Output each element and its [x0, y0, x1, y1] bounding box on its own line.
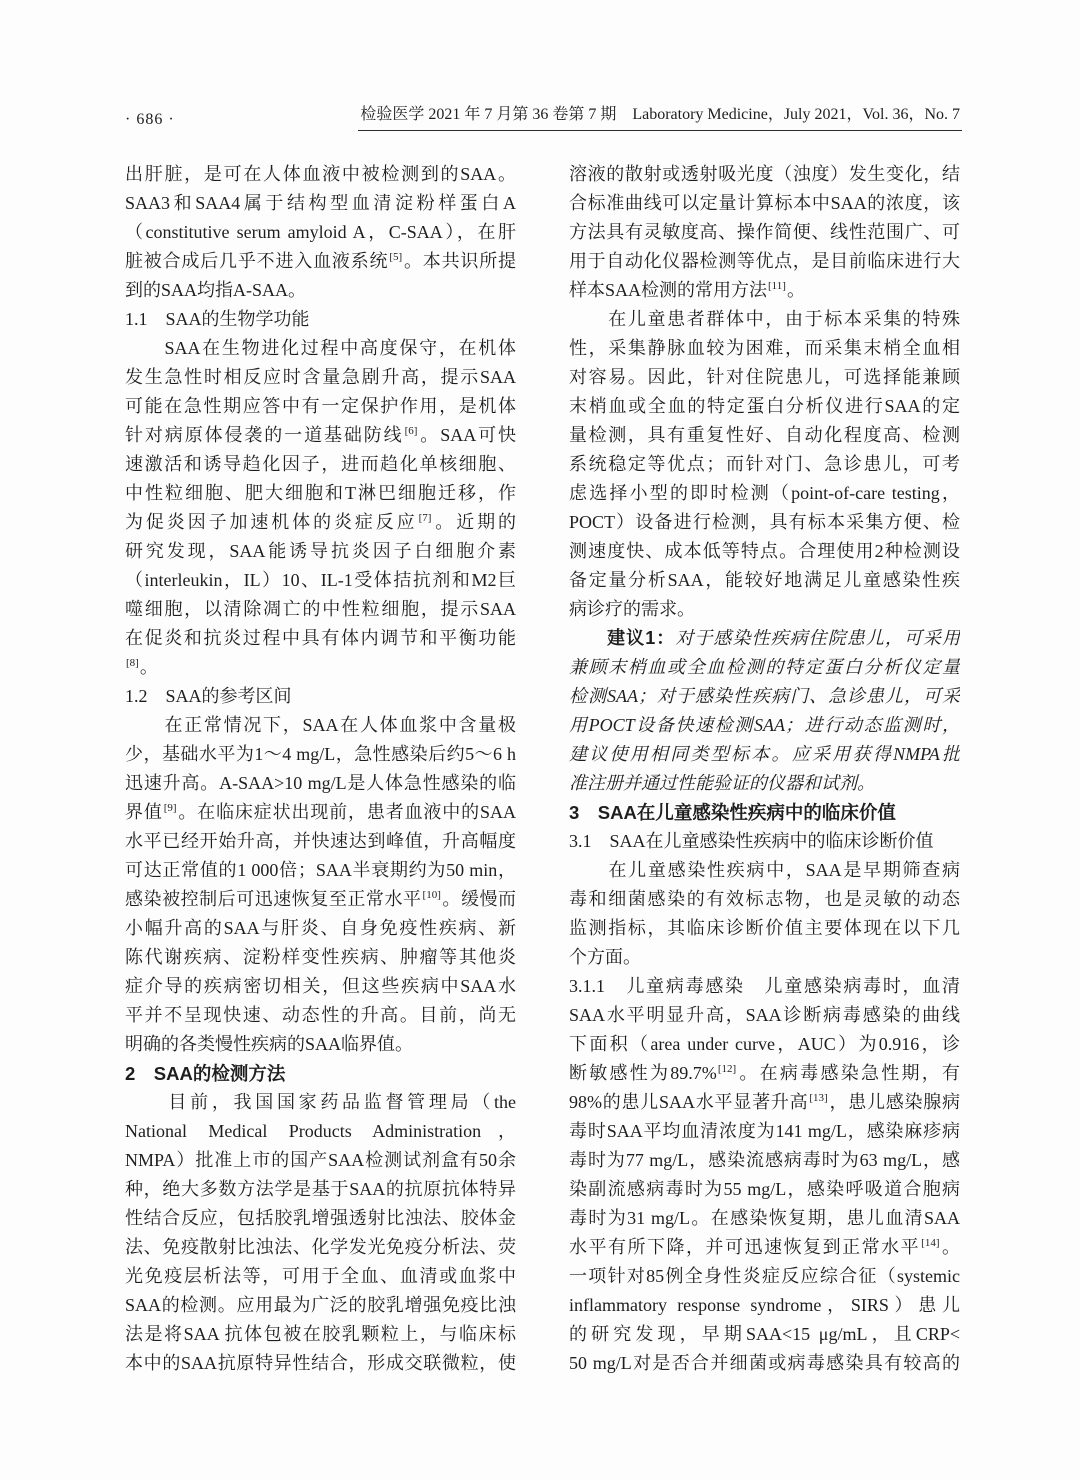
- text-line: 末梢血或全血的特定蛋白分析仪进行SAA的定: [569, 396, 960, 416]
- text-line: 方法具有灵敏度高、操作简便、线性范围广、可: [569, 222, 960, 242]
- text-segment: 3 SAA在儿童感染性疾病中的临床价值: [569, 802, 896, 823]
- text-line: [569, 1059, 960, 1088]
- text-segment: 建议1：: [607, 628, 676, 648]
- text-line: 监测指标，其临床诊断价值主要体现在以下几: [569, 918, 960, 938]
- reference-superscript: [5]: [389, 251, 403, 263]
- text-line: （constitutive serum amyloid A，C-SAA），在肝: [125, 222, 516, 242]
- text-segment: 样本SAA检测的常用方法: [569, 280, 768, 300]
- text-line: [125, 305, 516, 334]
- text-line: POCT）设备进行检测，具有标本采集方便、检: [569, 512, 960, 532]
- text-line: 噬细胞，以清除凋亡的中性粒细胞，提示SAA: [125, 599, 516, 619]
- text-line: 溶液的散射或透射吸光度（浊度）发生变化，结: [569, 164, 960, 184]
- text-line: 发生急性时相反应时含量急剧升高，提示SAA: [125, 367, 516, 387]
- text-segment: 对于感染性疾病住院患儿，可采用: [675, 628, 960, 648]
- text-segment: 3.1 SAA在儿童感染性疾病中的临床诊断价值: [569, 831, 934, 851]
- text-line: 毒时为77 mg/L，感染流感病毒时为63 mg/L，感: [569, 1150, 960, 1170]
- text-line: NMPA）批准上市的国产SAA检测试剂盒有50余: [125, 1150, 516, 1170]
- text-line: 性结合反应，包括胶乳增强透射比浊法、胶体金: [125, 1208, 516, 1228]
- text-line: 本中的SAA抗原特异性结合，形成交联微粒，使: [125, 1353, 516, 1373]
- text-segment: 用POCT设备快速检测SAA；进行动态监测时，: [569, 715, 960, 735]
- text-line: 可达正常值的1 000倍；SAA半衰期约为50 min，: [125, 860, 516, 880]
- text-segment: 断敏感性为89.7%: [569, 1063, 717, 1083]
- text-segment: 感染被控制后可迅速恢复至正常水平: [125, 889, 422, 909]
- text-segment: 。SAA可快: [418, 425, 516, 445]
- text-segment: 为促炎因子加速机体的炎症反应: [125, 512, 418, 532]
- text-segment: 。在病毒感染急性期，有: [737, 1063, 960, 1083]
- text-segment: 兼顾末梢血或全血检测的特定蛋白分析仪定量: [569, 657, 960, 677]
- text-line: [569, 827, 960, 856]
- text-line: SAA水平明显升高，SAA诊断病毒感染的曲线: [569, 1005, 960, 1025]
- text-line: SAA的检测。应用最为广泛的胶乳增强免疫比浊: [125, 1295, 516, 1315]
- text-line: [569, 740, 960, 769]
- text-segment: 。: [786, 280, 805, 300]
- text-line: [569, 276, 960, 305]
- text-line: 毒时SAA平均血清浓度为141 mg/L，感染麻疹病: [569, 1121, 960, 1141]
- text-segment: 。: [940, 1237, 960, 1257]
- reference-superscript: [9]: [163, 802, 177, 814]
- text-line: 备定量分析SAA，能较好地满足儿童感染性疾: [569, 570, 960, 590]
- page-header: [125, 104, 962, 131]
- text-line: 研究发现，SAA能诱导抗炎因子白细胞介素: [125, 541, 516, 561]
- text-line: 速激活和诱导趋化因子，进而趋化单核细胞、: [125, 454, 516, 474]
- text-segment: ，患儿感染腺病: [828, 1092, 960, 1112]
- text-line: 迅速升高。A-SAA>10 mg/L是人体急性感染的临: [125, 773, 516, 793]
- text-line: SAA在生物进化过程中高度保守，在机体: [125, 338, 516, 358]
- text-line: SAA3和SAA4属于结构型血清淀粉样蛋白A: [125, 193, 516, 213]
- text-line: National Medical Products Administration，: [125, 1121, 516, 1141]
- text-line: 出肝脏，是可在人体血液中被检测到的SAA。: [125, 164, 516, 184]
- text-segment: 。在临床症状出现前，患者血液中的SAA: [177, 802, 516, 822]
- text-line: 小幅升高的SAA与肝炎、自身免疫性疾病、新: [125, 918, 516, 938]
- text-line: 毒和细菌感染的有效标志物，也是灵敏的动态: [569, 889, 960, 909]
- reference-superscript: [11]: [768, 280, 786, 292]
- text-line: 性，采集静脉血较为困难，而采集末梢全血相: [569, 338, 960, 358]
- text-line: [125, 885, 516, 914]
- text-segment: 病诊疗的需求。: [569, 599, 695, 619]
- text-segment: 建议使用相同类型标本。应采用获得NMPA批: [569, 744, 960, 764]
- text-line: 种，绝大多数方法学是基于SAA的抗原抗体特异: [125, 1179, 516, 1199]
- text-segment: 明确的各类慢性疾病的SAA临界值。: [125, 1034, 414, 1054]
- journal-title-line: 检验医学 2021 年 7 月第 36 卷第 7 期 Laboratory Medicine，July 2021，Vol. 36，No. 7: [358, 104, 962, 131]
- text-line: 少，基础水平为1～4 mg/L，急性感染后约5～6 h: [125, 744, 516, 764]
- text-line: 毒时为31 mg/L。在感染恢复期，患儿血清SAA: [569, 1208, 960, 1228]
- text-segment: 2 SAA的检测方法: [125, 1063, 286, 1084]
- article-body: [125, 160, 960, 1378]
- page-number: · 686 ·: [125, 111, 175, 128]
- reference-superscript: [13]: [809, 1092, 828, 1104]
- text-segment: 脏被合成后几乎不进入血液系统: [125, 251, 389, 271]
- text-line: 水平已经开始升高，并快速达到峰值，升高幅度: [125, 831, 516, 851]
- text-line: 一项针对85例全身性炎症反应综合征（systemic: [569, 1266, 960, 1286]
- text-line: 测速度快、成本低等特点。合理使用2种检测设: [569, 541, 960, 561]
- text-line: [125, 682, 516, 711]
- reference-superscript: [7]: [418, 512, 432, 524]
- reference-superscript: [8]: [126, 657, 139, 669]
- text-line: [125, 508, 516, 537]
- text-line: 在儿童患者群体中，由于标本采集的特殊: [569, 309, 960, 329]
- text-line: [125, 247, 516, 276]
- text-line: [569, 1088, 960, 1117]
- text-line: [569, 595, 960, 624]
- text-line: 陈代谢疾病、淀粉样变性疾病、肿瘤等其他炎: [125, 947, 516, 967]
- text-line: [569, 943, 960, 972]
- text-line: [125, 421, 516, 450]
- text-line: [569, 798, 960, 827]
- text-segment: 检测SAA；对于感染性疾病门、急诊患儿，可采: [569, 686, 960, 706]
- text-line: 可能在急性期应答中有一定保护作用，是机体: [125, 396, 516, 416]
- text-line: 50 mg/L对是否合并细菌或病毒感染具有较高的: [569, 1353, 960, 1373]
- text-segment: 。: [139, 657, 158, 677]
- reference-superscript: [14]: [921, 1237, 940, 1249]
- text-segment: 98%的患儿SAA水平显著升高: [569, 1092, 809, 1112]
- text-segment: 个方面。: [569, 947, 641, 967]
- text-segment: 到的SAA均指A-SAA。: [125, 280, 307, 300]
- column-right: [569, 160, 960, 1378]
- text-line: [125, 1059, 516, 1088]
- reference-superscript: [6]: [404, 425, 418, 437]
- text-line: （interleukin，IL）10、IL-1受体拮抗剂和M2巨: [125, 570, 516, 590]
- text-segment: 界值: [125, 802, 163, 822]
- text-line: 平并不呈现快速、动态性的升高。目前，尚无: [125, 1005, 516, 1025]
- text-line: [569, 1233, 960, 1262]
- text-segment: 针对病原体侵袭的一道基础防线: [125, 425, 404, 445]
- text-line: 量检测，具有重复性好、自动化程度高、检测: [569, 425, 960, 445]
- text-line: [569, 682, 960, 711]
- text-line: [125, 1030, 516, 1059]
- text-line: 在儿童感染性疾病中，SAA是早期筛查病: [569, 860, 960, 880]
- text-segment: 。缓慢而: [441, 889, 516, 909]
- text-line: 法是将SAA 抗体包被在胶乳颗粒上，与临床标: [125, 1324, 516, 1344]
- text-line: 目前，我国国家药品监督管理局（the: [125, 1092, 516, 1112]
- text-line: [569, 769, 960, 798]
- text-segment: 。近期的: [432, 512, 516, 532]
- text-line: 症介导的疾病密切相关，但这些疾病中SAA水: [125, 976, 516, 996]
- text-line: 在正常情况下，SAA在人体血浆中含量极: [125, 715, 516, 735]
- text-line: 的研究发现，早期SAA<15 μg/mL，且CRP<: [569, 1324, 960, 1344]
- text-line: 染副流感病毒时为55 mg/L，感染呼吸道合胞病: [569, 1179, 960, 1199]
- text-segment: 1.2 SAA的参考区间: [125, 686, 292, 706]
- text-line: 虑选择小型的即时检测（point-of-care testing，: [569, 483, 960, 503]
- text-line: [125, 276, 516, 305]
- text-line: 法、免疫散射比浊法、化学发光免疫分析法、荧: [125, 1237, 516, 1257]
- text-line: inflammatory response syndrome，SIRS）患儿: [569, 1295, 960, 1315]
- text-line: 系统稳定等优点；而针对门、急诊患儿，可考: [569, 454, 960, 474]
- text-segment: 1.1 SAA的生物学功能: [125, 309, 310, 329]
- text-line: [125, 798, 516, 827]
- text-line: 合标准曲线可以定量计算标本中SAA的浓度，该: [569, 193, 960, 213]
- column-left: [125, 160, 516, 1378]
- text-segment: 。本共识所提: [403, 251, 516, 271]
- text-line: 在促炎和抗炎过程中具有体内调节和平衡功能: [125, 628, 516, 648]
- reference-superscript: [12]: [717, 1063, 737, 1075]
- reference-superscript: [10]: [422, 889, 441, 901]
- text-line: 中性粒细胞、肥大细胞和T淋巴细胞迁移，作: [125, 483, 516, 503]
- text-line: [125, 653, 516, 682]
- text-line: [569, 624, 960, 653]
- text-line: 3.1.1 儿童病毒感染 儿童感染病毒时，血清: [569, 976, 960, 996]
- text-segment: 水平有所下降，并可迅速恢复到正常水平: [569, 1237, 921, 1257]
- text-line: 下面积（area under curve，AUC）为0.916，诊: [569, 1034, 960, 1054]
- text-line: 用于自动化仪器检测等优点，是目前临床进行大: [569, 251, 960, 271]
- text-segment: 准注册并通过性能验证的仪器和试剂。: [569, 773, 875, 793]
- text-line: [569, 653, 960, 682]
- text-line: 对容易。因此，针对住院患儿，可选择能兼顾: [569, 367, 960, 387]
- text-line: 光免疫层析法等，可用于全血、血清或血浆中: [125, 1266, 516, 1286]
- text-line: [569, 711, 960, 740]
- text-segment: [569, 628, 607, 648]
